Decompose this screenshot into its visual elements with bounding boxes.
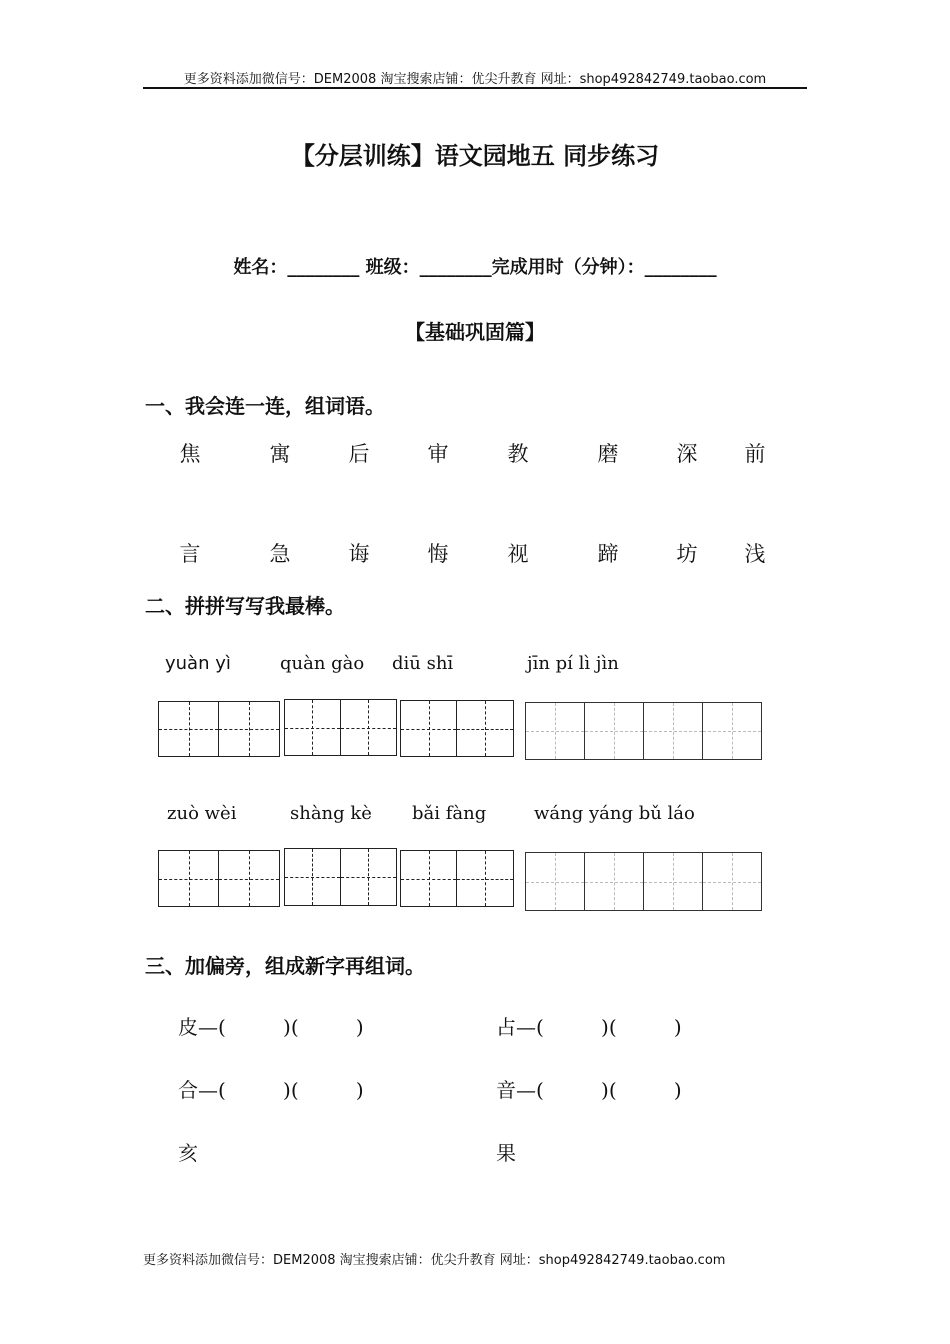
question-1-label: 一、我会连一连，组词语。	[145, 394, 385, 418]
writing-grid[interactable]	[284, 848, 397, 906]
page-header: 更多资料添加微信号：DEM2008 淘宝搜索店铺：优尖升教育 网址：shop492842749.taobao.com	[183, 72, 767, 87]
pinyin-label: quàn gào	[280, 653, 365, 674]
q1-bottom-char: 急	[269, 542, 291, 566]
pinyin-label: bǎi fàng	[412, 803, 487, 824]
page-title: 【分层训练】语文园地五 同步练习	[290, 142, 660, 170]
q1-bottom-char: 浅	[744, 542, 766, 566]
q1-top-char: 后	[348, 442, 370, 466]
section-heading: 【基础巩固篇】	[405, 320, 545, 344]
q1-top-char: 前	[744, 442, 766, 466]
q1-bottom-char: 言	[179, 542, 201, 566]
radical-item: 合—( )( )	[178, 1078, 364, 1102]
student-info-line: 姓名：________ 班级：________完成用时（分钟）：________	[233, 257, 717, 278]
radical-item: 占—( )( )	[496, 1015, 682, 1039]
radical-item: 皮—( )( )	[178, 1015, 364, 1039]
q1-bottom-char: 蹄	[597, 542, 619, 566]
pinyin-label: jīn pí lì jìn	[527, 653, 619, 674]
header-divider	[143, 87, 807, 89]
writing-grid[interactable]	[400, 700, 514, 757]
q1-bottom-char: 视	[507, 542, 529, 566]
writing-grid[interactable]	[158, 701, 280, 757]
q1-top-char: 磨	[597, 442, 619, 466]
writing-grid[interactable]	[525, 702, 762, 760]
radical-item: 果	[496, 1141, 516, 1165]
q1-top-char: 寓	[269, 442, 291, 466]
q1-top-char: 深	[676, 442, 698, 466]
radical-item: 亥	[178, 1141, 198, 1165]
pinyin-label: wáng yáng bǔ láo	[534, 803, 695, 824]
q1-bottom-char: 悔	[427, 542, 449, 566]
q1-top-char: 审	[427, 442, 449, 466]
writing-grid[interactable]	[284, 699, 397, 756]
pinyin-label: yuàn yì	[165, 653, 231, 674]
q1-bottom-char: 坊	[676, 542, 698, 566]
pinyin-label: shàng kè	[290, 803, 372, 824]
page-footer: 更多资料添加微信号：DEM2008 淘宝搜索店铺：优尖升教育 网址：shop492842749.taobao.com	[143, 1253, 726, 1268]
pinyin-label: zuò wèi	[167, 803, 237, 824]
writing-grid[interactable]	[525, 852, 762, 911]
question-3-label: 三、加偏旁，组成新字再组词。	[145, 954, 425, 978]
q1-top-char: 焦	[179, 442, 201, 466]
writing-grid[interactable]	[158, 850, 280, 907]
pinyin-label: diū shī	[392, 653, 454, 674]
question-2-label: 二、拼拼写写我最棒。	[145, 594, 345, 618]
q1-top-char: 教	[507, 442, 529, 466]
q1-bottom-char: 诲	[348, 542, 370, 566]
writing-grid[interactable]	[400, 850, 514, 907]
radical-item: 音—( )( )	[496, 1078, 682, 1102]
